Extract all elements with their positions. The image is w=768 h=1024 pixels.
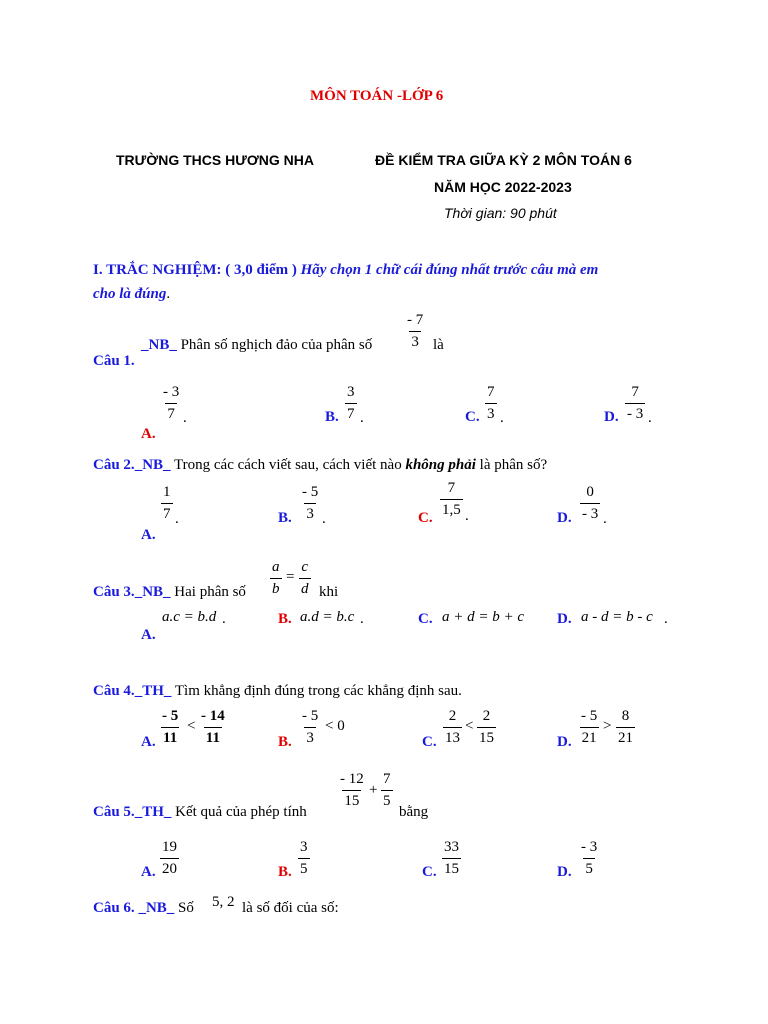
section-heading bbox=[93, 262, 598, 279]
q4-text: Tìm khẳng định đúng trong các khẳng định sau. bbox=[174, 683, 462, 699]
q3-option-b-expr[interactable]: a.d = b.c bbox=[300, 609, 355, 625]
exam-duration: Thời gian: 90 phút bbox=[444, 205, 557, 221]
q1-option-d-fraction[interactable]: $\frac{7}{- 3}$ bbox=[627, 384, 644, 422]
q4-option-c-right[interactable]: $\frac{2}{15}$ bbox=[479, 708, 494, 746]
q3-equals: = bbox=[286, 569, 295, 585]
q5-option-c[interactable]: C. bbox=[422, 864, 437, 880]
q5-text-after: bằng bbox=[399, 804, 429, 820]
q3-option-c-expr[interactable]: a + d = b + c bbox=[442, 609, 525, 625]
section-title: I. TRẮC NGHIỆM: ( 3,0 điểm ) bbox=[93, 262, 297, 278]
q3-prompt bbox=[93, 584, 246, 601]
q4-option-b-op: < 0 bbox=[325, 718, 345, 734]
q4-option-c-op: < bbox=[465, 718, 474, 734]
q4-option-a-op: < bbox=[187, 718, 196, 734]
q1-text: Phân số nghịch đảo của phân số bbox=[180, 337, 373, 353]
q5-option-a[interactable]: A. bbox=[141, 864, 156, 880]
q1-option-a-fraction[interactable]: $\frac{- 3}{7}$ bbox=[163, 384, 180, 422]
q6-label: Câu 6. bbox=[93, 900, 135, 916]
q2-option-b-fraction[interactable]: $\frac{- 5}{3}$ bbox=[302, 484, 319, 522]
q2-option-a-dot: . bbox=[175, 511, 179, 527]
q3-option-c[interactable]: C. bbox=[418, 611, 433, 627]
q2-option-a[interactable]: A. bbox=[141, 527, 156, 543]
q3-fraction-a: $\frac{a}{b}$ bbox=[272, 559, 280, 597]
q4-option-d-op: > bbox=[603, 718, 612, 734]
q1-option-a[interactable]: A. bbox=[141, 426, 156, 442]
q2-text-after: là phân số? bbox=[479, 457, 548, 473]
q4-option-d[interactable]: D. bbox=[557, 734, 572, 750]
q3-fraction-b: $\frac{c}{d}$ bbox=[301, 559, 309, 597]
q4-option-d-right[interactable]: $\frac{8}{21}$ bbox=[618, 708, 633, 746]
q6-prompt bbox=[93, 900, 194, 917]
q1-option-d[interactable]: D. bbox=[604, 409, 619, 425]
q6-tag: _NB_ bbox=[138, 900, 175, 916]
q2-option-d-dot: . bbox=[603, 511, 607, 527]
q5-expr-right: $\frac{7}{5}$ bbox=[383, 771, 391, 809]
q4-option-c[interactable]: C. bbox=[422, 734, 437, 750]
q2-text: Trong các cách viết sau, cách viết nào bbox=[174, 457, 402, 473]
q1-text-after: là bbox=[433, 337, 444, 353]
q4-option-c-left[interactable]: $\frac{2}{13}$ bbox=[445, 708, 460, 746]
q3-label: Câu 3. bbox=[93, 584, 135, 600]
q5-prompt bbox=[93, 804, 307, 821]
section-period: . bbox=[166, 286, 171, 302]
q1-tag: _NB_ bbox=[141, 337, 177, 353]
school-year: NĂM HỌC 2022-2023 bbox=[434, 179, 572, 195]
q5-expr-left: $\frac{- 12}{15}$ bbox=[340, 771, 364, 809]
q4-option-b-left[interactable]: $\frac{- 5}{3}$ bbox=[302, 708, 319, 746]
q5-option-d[interactable]: D. bbox=[557, 864, 572, 880]
q4-tag: _TH_ bbox=[134, 683, 172, 699]
q2-option-d-fraction[interactable]: $\frac{0}{- 3}$ bbox=[582, 484, 599, 522]
q3-option-b-dot: . bbox=[360, 611, 364, 627]
q1-option-c-dot: . bbox=[500, 410, 504, 426]
q3-text-after: khi bbox=[319, 584, 339, 600]
q5-tag: _TH_ bbox=[134, 804, 172, 820]
q6-text-before: Số bbox=[178, 900, 194, 916]
subject-title: MÔN TOÁN -LỚP 6 bbox=[310, 88, 444, 104]
q3-tag: _NB_ bbox=[134, 584, 171, 600]
q1-option-d-dot: . bbox=[648, 410, 652, 426]
q3-text: Hai phân số bbox=[174, 584, 246, 600]
q3-option-d-dot: . bbox=[664, 611, 668, 627]
q2-option-c-dot: . bbox=[465, 508, 469, 524]
q1-fraction: $\frac{- 7}{3}$ bbox=[407, 312, 424, 350]
q2-option-c[interactable]: C. bbox=[418, 510, 433, 526]
q5-option-a-fraction[interactable]: $\frac{19}{20}$ bbox=[162, 839, 177, 877]
q5-label: Câu 5. bbox=[93, 804, 135, 820]
q2-option-a-fraction[interactable]: $\frac{1}{7}$ bbox=[163, 484, 171, 522]
q4-option-a-right[interactable]: $\frac{- 14}{11}$ bbox=[201, 708, 225, 746]
exam-title: ĐỀ KIỂM TRA GIỮA KỲ 2 MÔN TOÁN 6 bbox=[375, 152, 632, 168]
q5-expr-op: + bbox=[369, 782, 378, 798]
q5-option-b[interactable]: B. bbox=[278, 864, 292, 880]
q1-option-c-fraction[interactable]: $\frac{7}{3}$ bbox=[487, 384, 495, 422]
q2-option-b[interactable]: B. bbox=[278, 510, 292, 526]
q6-text: là số đối của số: bbox=[242, 900, 339, 916]
q2-emphasis: không phải bbox=[405, 457, 476, 473]
q4-prompt bbox=[93, 683, 462, 700]
q2-tag: _NB_ bbox=[134, 457, 171, 473]
school-name: TRƯỜNG THCS HƯƠNG NHA bbox=[116, 152, 314, 168]
section-instruction-cont bbox=[93, 286, 170, 303]
q3-option-b[interactable]: B. bbox=[278, 611, 292, 627]
q2-option-c-fraction[interactable]: $\frac{7}{1,5}$ bbox=[442, 480, 461, 518]
q5-text: Kết quả của phép tính bbox=[175, 804, 307, 820]
q2-prompt bbox=[93, 457, 547, 474]
q1-option-a-dot: . bbox=[183, 410, 187, 426]
q2-option-b-dot: . bbox=[322, 511, 326, 527]
q3-option-a-expr[interactable]: a.c = b.d bbox=[162, 609, 217, 625]
q5-option-c-fraction[interactable]: $\frac{33}{15}$ bbox=[444, 839, 459, 877]
section-instruction: Hãy chọn 1 chữ cái đúng nhất trước câu mà em bbox=[300, 262, 599, 278]
q1-label: Câu 1. bbox=[93, 353, 135, 369]
q4-option-a[interactable]: A. bbox=[141, 734, 156, 750]
q1-prompt bbox=[141, 337, 372, 354]
q2-label: Câu 2. bbox=[93, 457, 135, 473]
q1-option-c[interactable]: C. bbox=[465, 409, 480, 425]
q3-option-a-dot: . bbox=[222, 611, 226, 627]
q1-option-b-fraction[interactable]: $\frac{3}{7}$ bbox=[347, 384, 355, 422]
q5-option-b-fraction[interactable]: $\frac{3}{5}$ bbox=[300, 839, 308, 877]
q6-value: 5, 2 bbox=[212, 894, 235, 910]
q2-option-d[interactable]: D. bbox=[557, 510, 572, 526]
q3-option-a[interactable]: A. bbox=[141, 627, 156, 643]
q1-option-b[interactable]: B. bbox=[325, 409, 339, 425]
section-instruction-line2: cho là đúng bbox=[93, 286, 167, 302]
q4-option-d-left[interactable]: $\frac{- 5}{21}$ bbox=[581, 708, 598, 746]
q4-label: Câu 4. bbox=[93, 683, 135, 699]
q4-option-a-left[interactable]: $\frac{- 5}{11}$ bbox=[162, 708, 179, 746]
q5-option-d-fraction[interactable]: $\frac{- 3}{5}$ bbox=[581, 839, 598, 877]
q3-option-d[interactable]: D. bbox=[557, 611, 572, 627]
q1-option-b-dot: . bbox=[360, 410, 364, 426]
q4-option-b[interactable]: B. bbox=[278, 734, 292, 750]
q3-option-d-expr[interactable]: a - d = b - c bbox=[581, 609, 653, 625]
